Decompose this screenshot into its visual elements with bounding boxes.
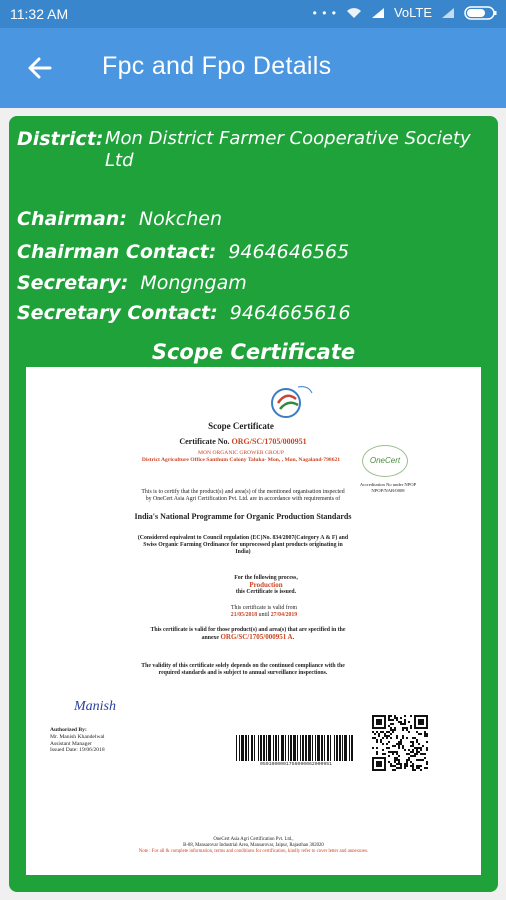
- status-time: 11:32 AM: [10, 6, 69, 22]
- secretary-contact-label: Secretary Contact:: [17, 302, 218, 324]
- status-icons: [313, 5, 498, 20]
- process-intro: For the following process,: [234, 575, 298, 581]
- product-text: This certificate is valid for those product(s) and area(s) that are specified in the annexe: [150, 627, 346, 642]
- district-value: Mon District Farmer Cooperative Society Ltd: [105, 128, 471, 171]
- programme-name: India's National Programme for Organic Production Standards: [134, 512, 352, 521]
- details-card: [9, 116, 498, 892]
- onecert-logo: OneCert: [362, 445, 408, 477]
- organisation-name: MON ORGANIC GROWER GROUP: [198, 450, 284, 456]
- certificate-image[interactable]: [26, 367, 481, 875]
- status-bar: [0, 0, 506, 28]
- accreditation-text: Accreditation No under NPOP NPOP/NAB/0008: [359, 482, 417, 493]
- certificate-number-value: ORG/SC/1705/000951: [231, 437, 307, 446]
- signer-name: Mr. Manish Khandelwal: [50, 733, 105, 740]
- issued-date: Issued Date: 19/06/2018: [50, 747, 105, 754]
- footer-note: Note : For all & complete information, terms and conditions for certification, kindly refer to cover letter and annexures.: [138, 849, 369, 855]
- equivalence-text: (Considered equivalent to Council regulation (EC)No. 834/2007(Category A & F) and Swiss Organic Farming Ordinance for unprocessed plant products originating in India): [137, 535, 349, 556]
- signer-title: Assistant Manager: [50, 740, 92, 747]
- valid-from-date: 21/05/2018: [230, 612, 258, 619]
- secretary-row: [17, 272, 247, 294]
- secretary-value: Mongngam: [140, 272, 247, 294]
- certificate-footer: [26, 837, 481, 856]
- barcode-number: 0501000001756000062000951: [260, 762, 332, 767]
- signature: Manish: [74, 699, 116, 714]
- footer-company: OneCert Asia Agri Certification Pvt. Ltd.,: [213, 837, 294, 842]
- district-label: District:: [17, 128, 104, 150]
- valid-until-date: 27/04/2019: [270, 612, 298, 619]
- wifi-icon: [346, 7, 362, 19]
- authorized-by-label: Authorized By:: [50, 727, 87, 733]
- product-text-block: [144, 627, 352, 642]
- process-value: Production: [249, 581, 283, 590]
- secretary-contact-row: [17, 302, 351, 324]
- chairman-value: Nokchen: [138, 208, 222, 230]
- signal-icon: [371, 7, 385, 19]
- chairman-label: Chairman:: [17, 208, 127, 230]
- scope-certificate-heading: Scope Certificate: [151, 340, 356, 364]
- app-bar: [0, 28, 506, 108]
- chairman-contact-label: Chairman Contact:: [17, 241, 217, 263]
- signal-icon-2: [441, 7, 455, 19]
- certificate-number: [138, 437, 348, 446]
- secretary-contact-value[interactable]: 9464665616: [229, 302, 351, 324]
- validity-dates: [176, 605, 352, 619]
- certificate-heading: Scope Certificate: [208, 421, 274, 431]
- certificate-number-label: Certificate No.: [179, 437, 230, 446]
- chairman-row: [17, 208, 222, 230]
- organisation-block: [130, 450, 352, 464]
- issued-text: this Certificate is issued.: [235, 589, 297, 596]
- network-label: VoLTE: [393, 5, 432, 20]
- page-title: Fpc and Fpo Details: [102, 52, 332, 80]
- process-block: [186, 575, 346, 597]
- arrow-left-icon[interactable]: [22, 50, 58, 86]
- qr-code-icon: [372, 715, 428, 771]
- valid-until-label: until: [258, 612, 270, 619]
- certifier-logo-icon: [268, 381, 316, 419]
- certify-text: This is to certify that the product(s) and area(s) of the mentioned organisation inspected by OneCert Asia Agri Certification Pvt. Ltd. are in accordance with requirements of: [141, 489, 345, 503]
- validity-text: The validity of this certificate solely depends on the continued compliance with the required standards and is subject to annual surveillance inspections.: [141, 663, 345, 677]
- battery-icon: [464, 6, 498, 20]
- organisation-address: District Agriculture Office Santhum Colony Taluka- Mon, , Mon, Nagaland-798621: [141, 457, 341, 463]
- chairman-contact-value[interactable]: 9464646565: [228, 241, 350, 263]
- valid-from-text: This certificate is valid from: [231, 605, 297, 611]
- footer-address: B-88, Mansarovar Industrial Area, Mansarovar, Jaipur, Rajasthan 302020: [183, 843, 324, 849]
- secretary-label: Secretary:: [17, 272, 129, 294]
- annexe-number: ORG/SC/1705/000951 A.: [220, 633, 295, 642]
- notification-dots-icon: • • •: [312, 5, 337, 20]
- authorization-block: [50, 727, 105, 754]
- barcode-icon: [236, 735, 356, 761]
- chairman-contact-row: [17, 241, 349, 263]
